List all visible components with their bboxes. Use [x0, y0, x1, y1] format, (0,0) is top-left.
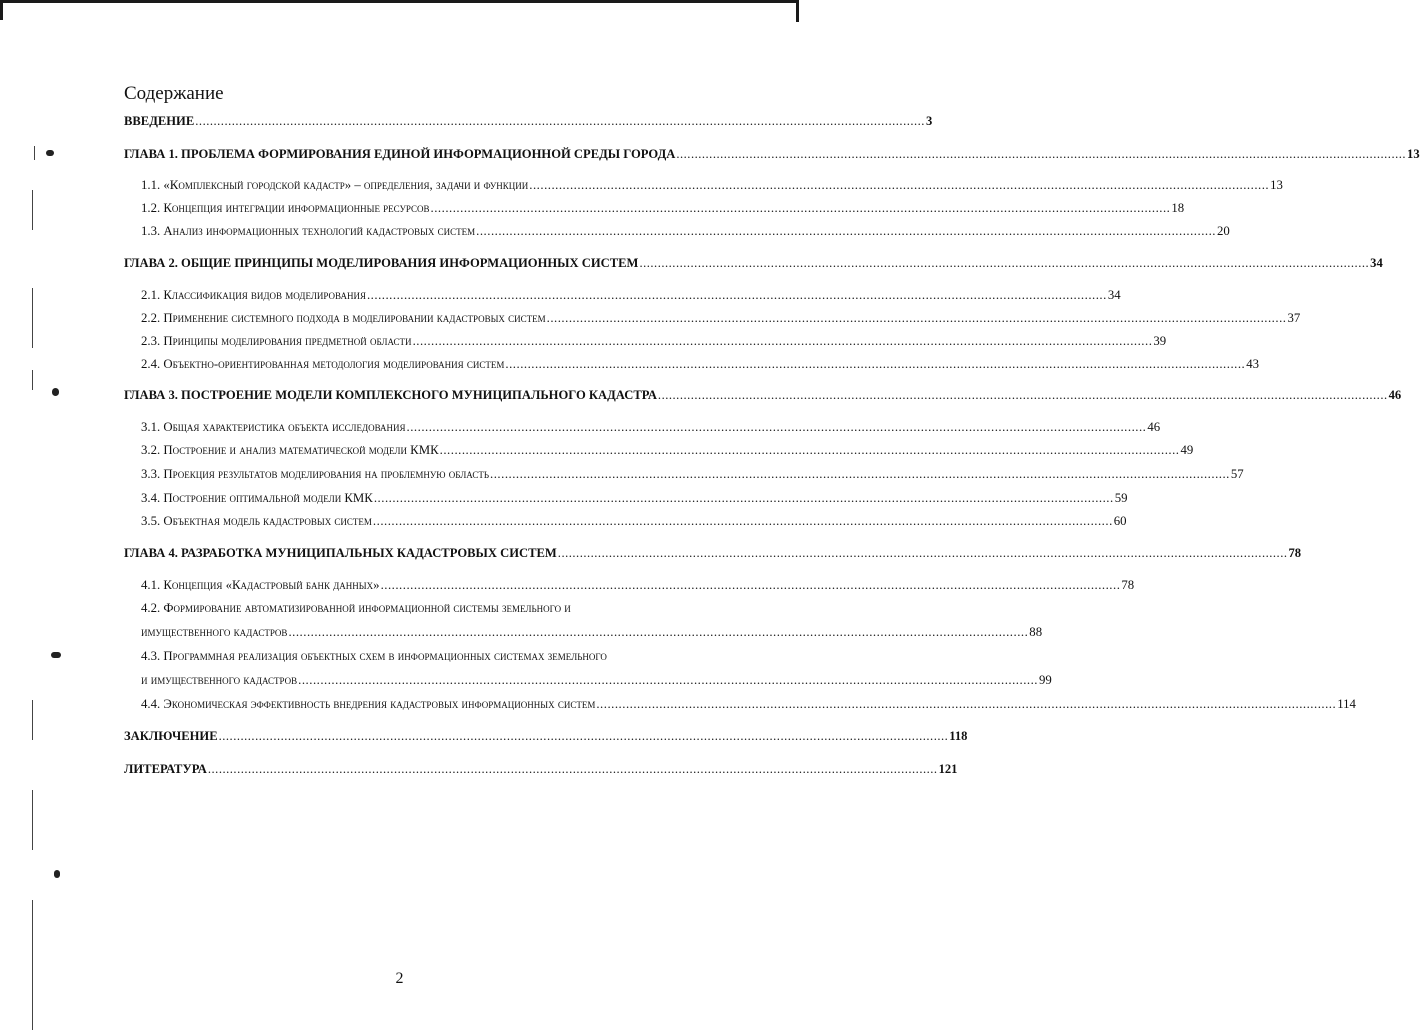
toc-entry-text: ВВЕДЕНИЕ	[124, 114, 195, 128]
toc-entry-3-1[interactable]	[141, 417, 1161, 437]
toc-page-number: 34	[1370, 256, 1383, 270]
scan-artifact	[32, 900, 33, 1030]
toc-page-number: 37	[1287, 311, 1301, 325]
toc-page-number: 114	[1337, 697, 1356, 711]
toc-page-number: 118	[949, 729, 968, 743]
toc-entry-text: 3.5. Объектная модель кадастровых систем	[141, 514, 372, 528]
toc-entry-text: ГЛАВА 4. РАЗРАБОТКА МУНИЦИПАЛЬНЫХ КАДАСТРОВЫХ СИСТЕМ	[124, 546, 557, 560]
toc-entry-2-4[interactable]	[141, 354, 1260, 374]
toc-entry-chapter-2[interactable]	[124, 253, 1383, 273]
toc-leader-dots: ........................................................................................................................................................................................................	[657, 388, 1388, 402]
toc-page-number: 13	[1407, 147, 1420, 161]
scan-artifact	[32, 370, 33, 390]
toc-entry-intro[interactable]	[124, 111, 933, 131]
toc-entry-text: и имущественного кадастров	[141, 673, 298, 687]
toc-page-number: 3	[925, 114, 933, 128]
toc-leader-dots: ........................................................................................................................................................................................................	[596, 697, 1337, 711]
toc-page-number: 18	[1171, 201, 1185, 215]
toc-entry-text: ГЛАВА 2. ОБЩИЕ ПРИНЦИПЫ МОДЕЛИРОВАНИЯ ИНФОРМАЦИОННЫХ СИСТЕМ	[124, 256, 639, 270]
toc-entry-3-5[interactable]	[141, 511, 1127, 531]
toc-leader-dots: ........................................................................................................................................................................................................	[639, 256, 1370, 270]
scan-artifact	[46, 150, 54, 156]
toc-entry-text: 1.2. Концепция интеграции информационные ресурсов	[141, 201, 430, 215]
toc-page-number: 99	[1038, 673, 1052, 687]
toc-entry-1-1[interactable]	[141, 175, 1283, 195]
toc-page-number: 34	[1107, 288, 1121, 302]
toc-entry-2-2[interactable]	[141, 308, 1301, 328]
toc-entry-text: 1.3. Анализ информационных технологий кадастровых систем	[141, 224, 476, 238]
toc-page-number: 49	[1180, 443, 1194, 457]
toc-page-number: 39	[1153, 334, 1167, 348]
toc-entry-3-3[interactable]	[141, 464, 1244, 484]
toc-leader-dots: ........................................................................................................................................................................................................	[298, 673, 1038, 687]
toc-entry-text: 4.4. Экономическая эффективность внедрения кадастровых информационных систем	[141, 697, 596, 711]
toc-leader-dots: ........................................................................................................................................................................................................	[490, 467, 1230, 481]
toc-entry-text: 2.1. Классификация видов моделирования	[141, 288, 366, 302]
toc-leader-dots: ........................................................................................................................................................................................................	[546, 311, 1287, 325]
scan-artifact	[34, 146, 35, 160]
toc-entry-4-3[interactable]	[141, 670, 1052, 690]
scan-artifact	[54, 870, 60, 878]
toc-leader-dots: ........................................................................................................................................................................................................	[412, 334, 1153, 348]
scan-artifact	[32, 700, 33, 740]
toc-leader-dots: ........................................................................................................................................................................................................	[406, 420, 1147, 434]
scan-border-top	[0, 0, 799, 3]
scan-border-right	[796, 0, 799, 22]
toc-leader-dots: ........................................................................................................................................................................................................	[195, 114, 925, 128]
scan-border-left	[0, 0, 3, 20]
toc-entry-text: 3.2. Построение и анализ математической модели КМК	[141, 443, 439, 457]
toc-entry-text: ЗАКЛЮЧЕНИЕ	[124, 729, 218, 743]
toc-title: Содержание	[124, 83, 224, 104]
toc-page-number: 121	[938, 762, 958, 776]
toc-entry-4-1[interactable]	[141, 575, 1135, 595]
toc-leader-dots: ........................................................................................................................................................................................................	[557, 546, 1288, 560]
toc-entry-4-4[interactable]	[141, 694, 1356, 714]
toc-entry-text: 4.1. Концепция «Кадастровый банк данных»	[141, 578, 380, 592]
scan-artifact	[51, 652, 61, 658]
toc-leader-dots: ........................................................................................................................................................................................................	[288, 625, 1029, 639]
toc-page-number: 60	[1113, 514, 1127, 528]
toc-entry-text: 2.2. Применение системного подхода в моделировании кадастровых систем	[141, 311, 546, 325]
scan-artifact	[32, 790, 33, 850]
toc-leader-dots: ........................................................................................................................................................................................................	[430, 201, 1171, 215]
toc-leader-dots: ........................................................................................................................................................................................................	[439, 443, 1180, 457]
toc-entry-2-1[interactable]	[141, 285, 1121, 305]
toc-entry-chapter-3[interactable]	[124, 385, 1402, 405]
page-number: 2	[395, 970, 404, 987]
toc-page-number: 20	[1216, 224, 1230, 238]
toc-entry-1-3[interactable]	[141, 221, 1230, 241]
toc-page-number: 57	[1230, 467, 1244, 481]
toc-leader-dots: ........................................................................................................................................................................................................	[207, 762, 938, 776]
toc-entry-2-3[interactable]	[141, 331, 1167, 351]
toc-page-number: 46	[1388, 388, 1402, 402]
toc-leader-dots: ........................................................................................................................................................................................................	[380, 578, 1121, 592]
toc-entry-text: 1.1. «Комплексный городской кадастр» – определения, задачи и функции	[141, 178, 529, 192]
toc-entry-text: 3.4. Построение оптимальной модели КМК	[141, 491, 373, 505]
toc-leader-dots: ........................................................................................................................................................................................................	[676, 147, 1407, 161]
toc-leader-dots: ........................................................................................................................................................................................................	[373, 491, 1114, 505]
toc-page-number: 78	[1121, 578, 1135, 592]
toc-leader-dots: ........................................................................................................................................................................................................	[218, 729, 949, 743]
toc-page-number: 13	[1270, 178, 1283, 192]
toc-page-number: 78	[1288, 546, 1302, 560]
toc-entry-text: ЛИТЕРАТУРА	[124, 762, 207, 776]
toc-entry-3-2[interactable]	[141, 440, 1194, 460]
toc-page-number: 46	[1147, 420, 1161, 434]
toc-entry-4-2-line1[interactable]: 4.2. Формирование автоматизированной информационной системы земельного и	[141, 601, 571, 615]
scan-artifact	[52, 388, 59, 396]
toc-page-number: 59	[1114, 491, 1128, 505]
toc-entry-text: 2.4. Объектно-ориентированная методология моделирования систем	[141, 357, 505, 371]
toc-entry-4-3-line1[interactable]: 4.3. Программная реализация объектных схем в информационных системах земельного	[141, 649, 607, 663]
toc-entry-text: ГЛАВА 1. ПРОБЛЕМА ФОРМИРОВАНИЯ ЕДИНОЙ ИНФОРМАЦИОННОЙ СРЕДЫ ГОРОДА	[124, 147, 676, 161]
toc-entry-chapter-4[interactable]	[124, 543, 1302, 563]
toc-entry-literature[interactable]	[124, 759, 958, 779]
toc-entry-text: 3.3. Проекция результатов моделирования на проблемную область	[141, 467, 490, 481]
toc-entry-4-2[interactable]	[141, 622, 1043, 642]
toc-entry-chapter-1[interactable]	[124, 144, 1420, 164]
toc-entry-1-2[interactable]	[141, 198, 1185, 218]
toc-entry-text: 2.3. Принципы моделирования предметной области	[141, 334, 412, 348]
scan-artifact	[32, 288, 33, 348]
toc-leader-dots: ........................................................................................................................................................................................................	[366, 288, 1107, 302]
toc-leader-dots: ........................................................................................................................................................................................................	[529, 178, 1270, 192]
toc-leader-dots: ........................................................................................................................................................................................................	[476, 224, 1216, 238]
toc-entry-conclusion[interactable]	[124, 726, 968, 746]
toc-entry-text: имущественного кадастров	[141, 625, 288, 639]
toc-entry-text: 3.1. Общая характеристика объекта исследования	[141, 420, 406, 434]
toc-page-number: 88	[1029, 625, 1043, 639]
toc-leader-dots: ........................................................................................................................................................................................................	[372, 514, 1113, 528]
toc-entry-text: ГЛАВА 3. ПОСТРОЕНИЕ МОДЕЛИ КОМПЛЕКСНОГО МУНИЦИПАЛЬНОГО КАДАСТРА	[124, 388, 657, 402]
toc-leader-dots: ........................................................................................................................................................................................................	[505, 357, 1246, 371]
toc-entry-3-4[interactable]	[141, 488, 1128, 508]
scan-artifact	[32, 190, 33, 230]
toc-page-number: 43	[1246, 357, 1260, 371]
